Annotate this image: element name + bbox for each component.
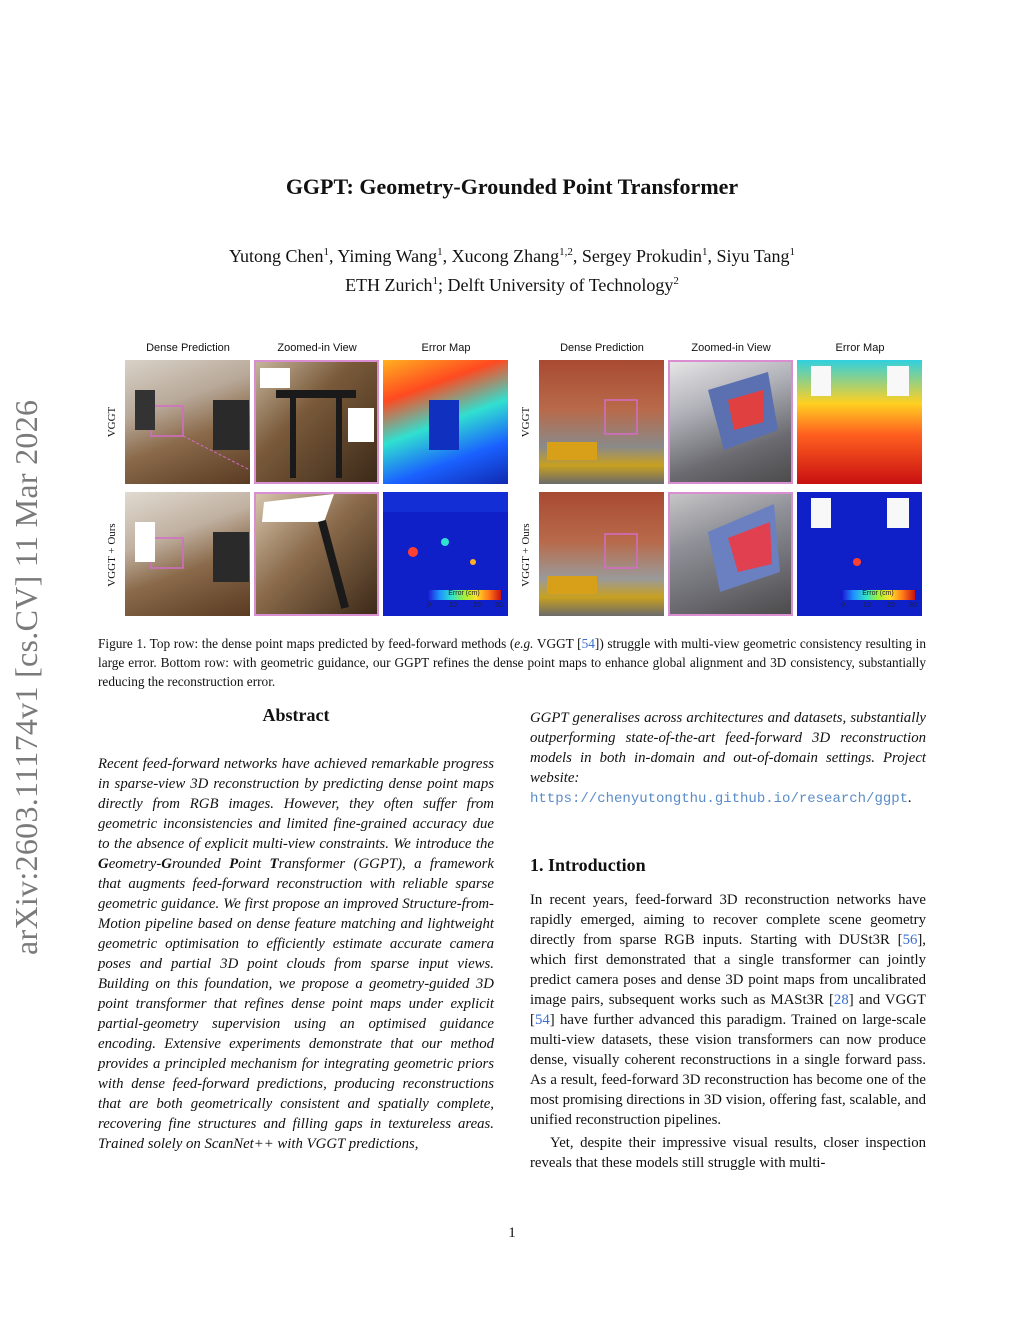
intro-span: In recent years, feed-forward 3D reconstruction networks have rapidly emerged, aiming to recover complete scene geometry directly from sparse RGB inputs. Starting with DUSt3R [ — [530, 892, 926, 948]
affiliation-mark: 1 — [432, 275, 439, 287]
intro-span: ] and VGGT [ — [530, 992, 926, 1028]
colorbar-title: Error (cm) — [448, 590, 480, 597]
colorbar-tick: 30 — [909, 602, 917, 609]
col-label-zoom: Zoomed-in View — [277, 342, 357, 354]
citation-link[interactable]: 28 — [833, 992, 849, 1008]
citation-link[interactable]: 54 — [534, 1012, 550, 1028]
abstract-span: . — [908, 790, 912, 806]
abstract-bold: G — [98, 856, 109, 872]
zoomed-view-image — [668, 360, 793, 484]
caption-eg: e.g. — [514, 636, 534, 651]
dense-prediction-ours-image — [125, 492, 250, 616]
row-label-vggt: VGGT — [520, 406, 532, 438]
author-affil: 1 — [323, 246, 330, 258]
author-affil: 1 — [789, 246, 795, 258]
caption-text: VGGT [ — [533, 636, 582, 651]
colorbar-tick: 0 — [841, 602, 845, 609]
dense-prediction-image — [125, 360, 250, 484]
zoomed-view-ours-image — [668, 492, 793, 616]
abstract-span: ransformer — [278, 856, 346, 872]
author-name: Sergey Prokudin — [581, 246, 703, 266]
author-name: Xucong Zhang — [451, 246, 560, 266]
author-block — [0, 240, 1024, 298]
caption-text: Figure 1. Top row: the dense point maps predicted by feed-forward methods ( — [98, 636, 515, 651]
abstract-bold: G — [161, 856, 172, 872]
error-map-image — [797, 360, 922, 484]
colorbar-tick: 20 — [473, 602, 481, 609]
intro-paragraph-2: Yet, despite their impressive visual results, closer inspection reveals that these models still struggle with multi- — [530, 1135, 926, 1171]
author-name: Yiming Wang — [337, 246, 438, 266]
paper-title: GGPT: Geometry-Grounded Point Transformer — [285, 174, 739, 199]
colorbar — [841, 590, 915, 600]
abstract-text-cont — [530, 708, 926, 809]
abstract-span: GGPT generalises across architectures and datasets, substantially outperforming state-of-the-art feed-forward 3D reconstruction models in both in-domain and out-of-domain settings. Project website: — [530, 710, 926, 786]
colorbar-title: Error (cm) — [862, 590, 894, 597]
colorbar-tick: 10 — [863, 602, 871, 609]
left-column — [98, 705, 494, 1154]
affiliation-name: ETH Zurich — [345, 275, 433, 295]
error-map-image — [383, 360, 508, 484]
section-heading-introduction: 1. Introduction — [530, 855, 646, 875]
figure-panel-outdoor — [512, 338, 926, 620]
zoomed-view-ours-image — [254, 492, 379, 616]
figure-panel-indoor — [98, 338, 502, 620]
colorbar-tick: 0 — [427, 602, 431, 609]
abstract-heading: Abstract — [262, 705, 330, 725]
affiliation-mark: 2 — [673, 275, 679, 287]
col-label-zoom: Zoomed-in View — [691, 342, 771, 354]
zoomed-view-image — [254, 360, 379, 484]
arxiv-sidebar-id: arXiv:2603.11174v1 [cs.CV] 11 Mar 2026 — [8, 399, 44, 955]
citation-link[interactable]: 54 — [581, 636, 595, 651]
colorbar-tick: 30 — [495, 602, 503, 609]
dense-prediction-ours-image — [539, 492, 664, 616]
intro-span: ], which first demonstrated that a single transformer can jointly predict camera poses and dense 3D point maps from uncalibrated image pairs, subsequent works such as MASt3R [ — [530, 932, 926, 1008]
affiliation-name: Delft University of Technology — [447, 275, 674, 295]
author-list: Yutong Chen$^1$, Yiming Wang$^1$, Xucong Zhang$^{1,2}$, Sergey Prokudin$^1$, Siyu Tang$^1$ — [229, 246, 795, 266]
error-map-ours-image — [383, 492, 508, 616]
abstract-span: oint — [238, 856, 270, 872]
error-map-ours-image — [797, 492, 922, 616]
intro-paragraph — [530, 890, 926, 1130]
author-name: Siyu Tang — [716, 246, 790, 266]
abstract-span: Recent feed-forward networks have achieved remarkable progress in sparse-view 3D reconstruction by predicting dense point maps directly from RGB images. However, they often suffer from geometric inconsistencies and limited fine-grained accuracy due to the absence of explicit multi-view constraints. We introduce the — [98, 756, 494, 852]
col-label-dense: Dense Prediction — [146, 342, 230, 354]
col-label-error: Error Map — [421, 342, 471, 354]
caption-text: ]) struggle with multi-view geometric consistency resulting in large error. Bottom row: with geometric guidance, our GGPT refines the dense point maps to enhance global alignment and 3D consistency, substantially reducing the reconstruction error. — [98, 636, 927, 689]
author-affil: 1,2 — [559, 246, 573, 258]
author-affil: 1 — [702, 246, 708, 258]
teaser-figure — [98, 338, 926, 620]
abstract-bold: T — [269, 856, 279, 872]
citation-link[interactable]: 56 — [902, 932, 918, 948]
col-label-dense: Dense Prediction — [560, 342, 644, 354]
abstract-span: (GGPT), a framework that augments feed-forward reconstruction with reliable sparse geometric guidance. We first propose an improved Structure-from-Motion pipeline based on dense feature matching and lightweight geometric optimisation to efficiently estimate accurate camera poses and partial 3D point clouds from sparse input views. Building on this foundation, we propose a geometry-guided 3D point transformer that refines dense point maps under explicit partial-geometry supervision using an optimised guidance encoding. Extensive experiments demonstrate that our method provides a principled mechanism for integrating geometric priors with dense feed-forward predictions, producing reconstructions that are both geometrically consistent and spatially complete, recovering fine structures and filling gaps in textureless areas. Trained solely on ScanNet++ with VGGT predictions, — [98, 856, 494, 1152]
abstract-text — [98, 754, 494, 1154]
abstract-span: rounded — [171, 856, 230, 872]
colorbar — [427, 590, 501, 600]
colorbar-tick: 20 — [887, 602, 895, 609]
right-column — [530, 708, 926, 1173]
row-label-vggt: VGGT — [106, 406, 118, 438]
col-label-error: Error Map — [835, 342, 885, 354]
author-name: Yutong Chen — [229, 246, 324, 266]
affiliation-list: ETH Zurich$^1$; Delft University of Technology$^2$ — [345, 275, 679, 295]
author-affil: 1 — [437, 246, 443, 258]
row-label-vggt-ours: VGGT + Ours — [106, 523, 118, 587]
project-website-link[interactable]: https://chenyutongthu.github.io/research/ggpt — [530, 791, 909, 807]
abstract-span: eometry- — [108, 856, 162, 872]
row-label-vggt-ours: VGGT + Ours — [520, 523, 532, 587]
abstract-bold: P — [229, 856, 239, 872]
colorbar-tick: 10 — [449, 602, 457, 609]
figure-caption — [98, 634, 926, 691]
dense-prediction-image — [539, 360, 664, 484]
page-number: 1 — [508, 1225, 516, 1241]
intro-span: ] have further advanced this paradigm. Trained on large-scale multi-view datasets, these vision transformers can now produce dense, visually coherent reconstructions in a single forward pass. As a result, feed-forward 3D reconstruction has become one of the most promising directions in 3D vision, offering fast, scalable, and unified reconstruction pipelines. — [530, 1012, 926, 1128]
